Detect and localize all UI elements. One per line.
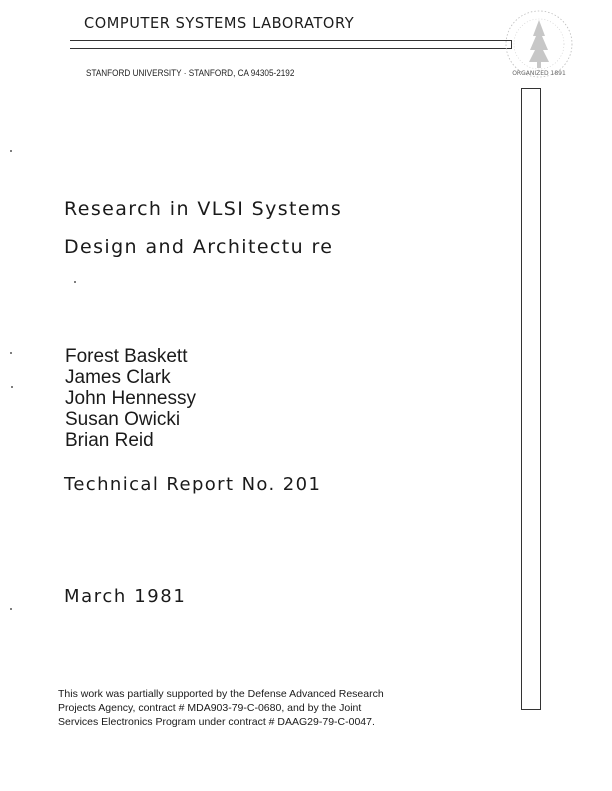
address-line: STANFORD UNIVERSITY · STANFORD, CA 94305-2192 xyxy=(86,68,295,79)
scan-speck xyxy=(10,608,12,610)
funding-note xyxy=(58,687,438,729)
funding-line-1: This work was partially supported by the Defense Advanced Research xyxy=(58,688,384,700)
sidebar-box xyxy=(521,88,541,710)
scan-speck xyxy=(10,352,12,354)
header-rule-top xyxy=(70,40,512,41)
stanford-seal-icon xyxy=(497,6,577,86)
seal-text: ORGANIZED 1891 xyxy=(512,70,566,77)
author-name: Susan Owicki xyxy=(65,409,181,430)
author-name: John Hennessy xyxy=(65,388,196,409)
title-line-1: Research in VLSI Systems xyxy=(64,198,343,220)
scan-speck xyxy=(74,281,76,283)
funding-line-3: Services Electronics Program under contract # DAAG29-79-C-0047. xyxy=(58,716,375,728)
lab-title: COMPUTER SYSTEMS LABORATORY xyxy=(84,14,355,32)
author-name: James Clark xyxy=(65,367,171,388)
author-list xyxy=(65,346,196,451)
scan-speck xyxy=(11,386,13,388)
header-rule-bottom xyxy=(70,48,512,49)
report-number: Technical Report No. 201 xyxy=(64,474,322,495)
scan-speck xyxy=(10,150,12,152)
author-name: Brian Reid xyxy=(65,430,154,451)
funding-line-2: Projects Agency, contract # MDA903-79-C-0680, and by the Joint xyxy=(58,702,362,714)
author-name: Forest Baskett xyxy=(65,346,188,367)
title-line-2: Design and Architectu re xyxy=(64,236,334,258)
report-date: March 1981 xyxy=(64,586,187,607)
